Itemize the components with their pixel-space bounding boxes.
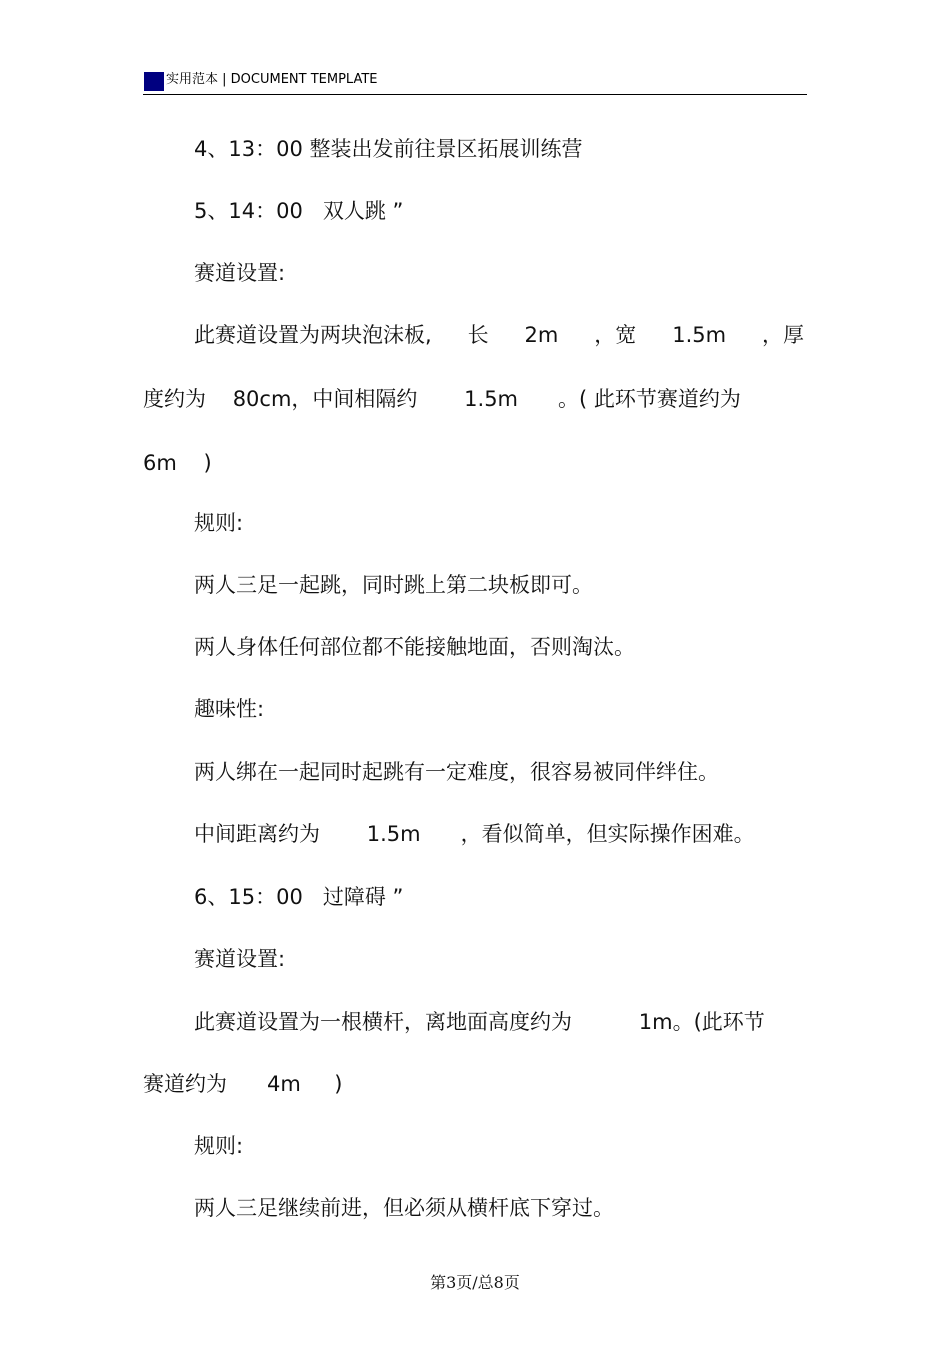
text-line-1: 4、13：00 整装出发前往景区拓展训练营 [194,137,583,161]
text-line-10: 趣味性: [194,697,265,721]
text-line-8: 两人三足一起跳，同时跳上第二块板即可。 [194,573,593,597]
text-line-16: 赛道约为 4m ) [143,1072,343,1096]
text-line-4-part-2: 长 [467,323,489,347]
text-line-4-part-6: ，厚 [761,323,804,347]
page-header [143,68,807,95]
text-line-15: 此赛道设置为一根横杆，离地面高度约为 1m。(此环节 [194,1010,765,1034]
text-line-5: 度约为 80cm，中间相隔约 1.5m 。( 此环节赛道约为 [143,387,741,411]
text-line-18: 两人三足继续前进，但必须从横杆底下穿过。 [194,1196,614,1220]
text-line-4-part-3: 2m [524,323,559,347]
text-line-11: 两人绑在一起同时起跳有一定难度，很容易被同伴绊住。 [194,760,719,784]
text-line-14: 赛道设置: [194,947,286,971]
text-line-4-part-4: ，宽 [594,323,637,347]
text-line-9: 两人身体任何部位都不能接触地面，否则淘汰。 [194,635,635,659]
text-line-2: 5、14：00 双人跳 ” [194,199,404,223]
page-number-footer: 第3页/总8页 [430,1273,520,1292]
text-line-4-part-1: 此赛道设置为两块泡沫板, [194,323,432,347]
logo-square-icon [144,72,164,91]
text-line-17: 规则: [194,1134,244,1158]
text-line-4 [194,320,804,350]
text-line-4-part-5: 1.5m [672,323,727,347]
header-text: 实用范本 | DOCUMENT TEMPLATE [166,72,378,87]
text-line-13: 6、15：00 过障碍 ” [194,885,404,909]
text-line-12: 中间距离约为 1.5m ，看似简单，但实际操作困难。 [194,822,755,846]
text-line-3: 赛道设置: [194,261,286,285]
text-line-6: 6m ) [143,451,212,475]
text-line-7: 规则: [194,511,244,535]
